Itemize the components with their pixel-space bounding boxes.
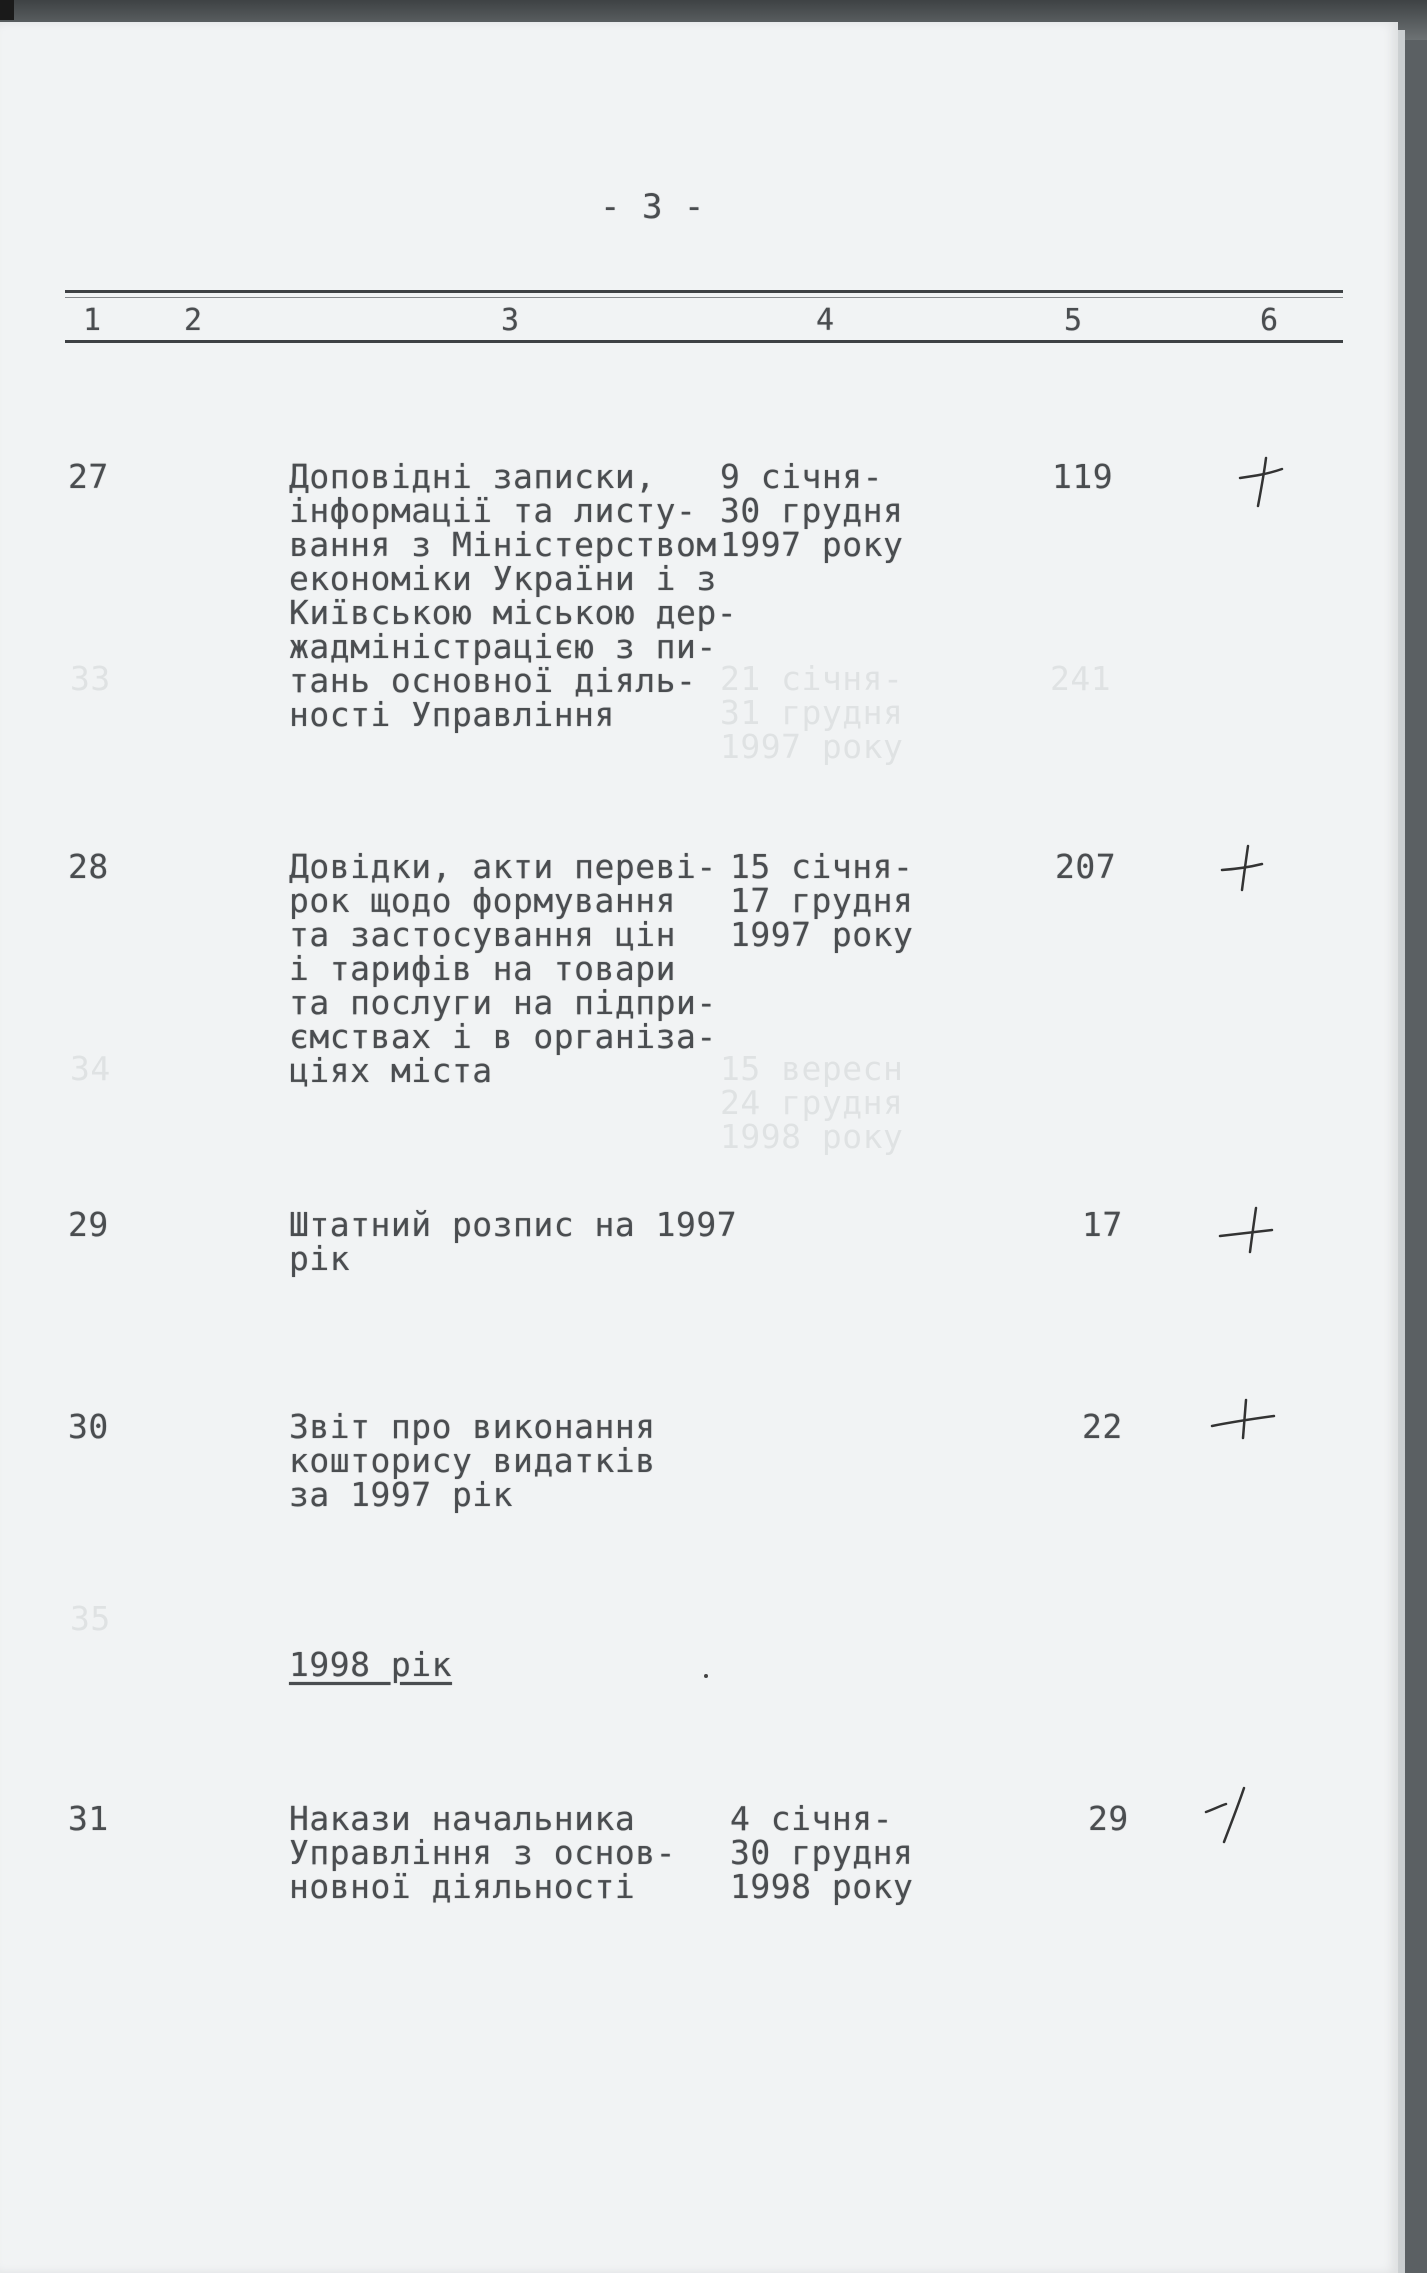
column-header-6: 6 — [1260, 303, 1279, 338]
bleed-through: 33 — [70, 659, 111, 698]
record-number: 29 — [68, 1205, 109, 1244]
header-rule-top-inner — [65, 297, 1343, 298]
bleed-through: 34 — [70, 1049, 111, 1088]
check-mark-icon — [1218, 840, 1268, 900]
record-dates: 15 січня- 17 грудня 1997 року — [730, 847, 914, 954]
record-number: 31 — [68, 1799, 109, 1838]
document-page — [0, 22, 1398, 2273]
header-rule-bottom — [65, 340, 1343, 343]
ink-dot — [704, 1674, 708, 1678]
page-count: 29 — [1088, 1799, 1129, 1838]
record-title: Звіт про виконання кошторису видатків за 1997 рік — [289, 1407, 656, 1514]
page-count: 207 — [1055, 847, 1117, 886]
bleed-through: 21 січня- 31 грудня 1997 року — [720, 659, 904, 766]
header-rule-top — [65, 290, 1343, 293]
check-mark-icon — [1216, 1202, 1276, 1262]
record-title: Довідки, акти переві- рок щодо формування та застосування цін і тарифів на товари та послуги на підпри- ємствах і в організа- ціях міста — [289, 847, 717, 1090]
bleed-through: 15 вересн 24 грудня 1998 року — [720, 1049, 904, 1156]
check-mark-icon — [1200, 1782, 1270, 1852]
column-header-1: 1 — [83, 303, 102, 338]
record-number: 30 — [68, 1407, 109, 1446]
column-header-4: 4 — [816, 303, 835, 338]
scanner-tag — [0, 0, 14, 20]
record-dates: 4 січня- 30 грудня 1998 року — [730, 1799, 914, 1906]
record-dates: 9 січня- 30 грудня 1997 року — [720, 457, 904, 564]
bleed-through: 35 — [70, 1599, 111, 1638]
column-header-2: 2 — [184, 303, 203, 338]
column-header-5: 5 — [1064, 303, 1083, 338]
record-title: Накази начальника Управління з основ- новної діяльності — [289, 1799, 676, 1906]
check-mark-icon — [1236, 452, 1286, 512]
page-count: 119 — [1052, 457, 1114, 496]
section-heading-1998: 1998 рік — [289, 1645, 452, 1684]
record-title: Штатний розпис на 1997 рік — [289, 1205, 738, 1278]
record-number: 27 — [68, 457, 109, 496]
bleed-through: 241 — [1050, 659, 1112, 698]
page-count: 17 — [1082, 1205, 1123, 1244]
check-mark-icon — [1208, 1394, 1278, 1450]
page-count: 22 — [1082, 1407, 1123, 1446]
page-number: - 3 - — [600, 187, 705, 227]
record-number: 28 — [68, 847, 109, 886]
column-header-3: 3 — [501, 303, 520, 338]
record-title: Доповідні записки, інформації та листу- вання з Міністерством економіки України і з Київською міською дер- жадміністрацією з пи- тань основної діяль- ності Управління — [289, 457, 738, 734]
